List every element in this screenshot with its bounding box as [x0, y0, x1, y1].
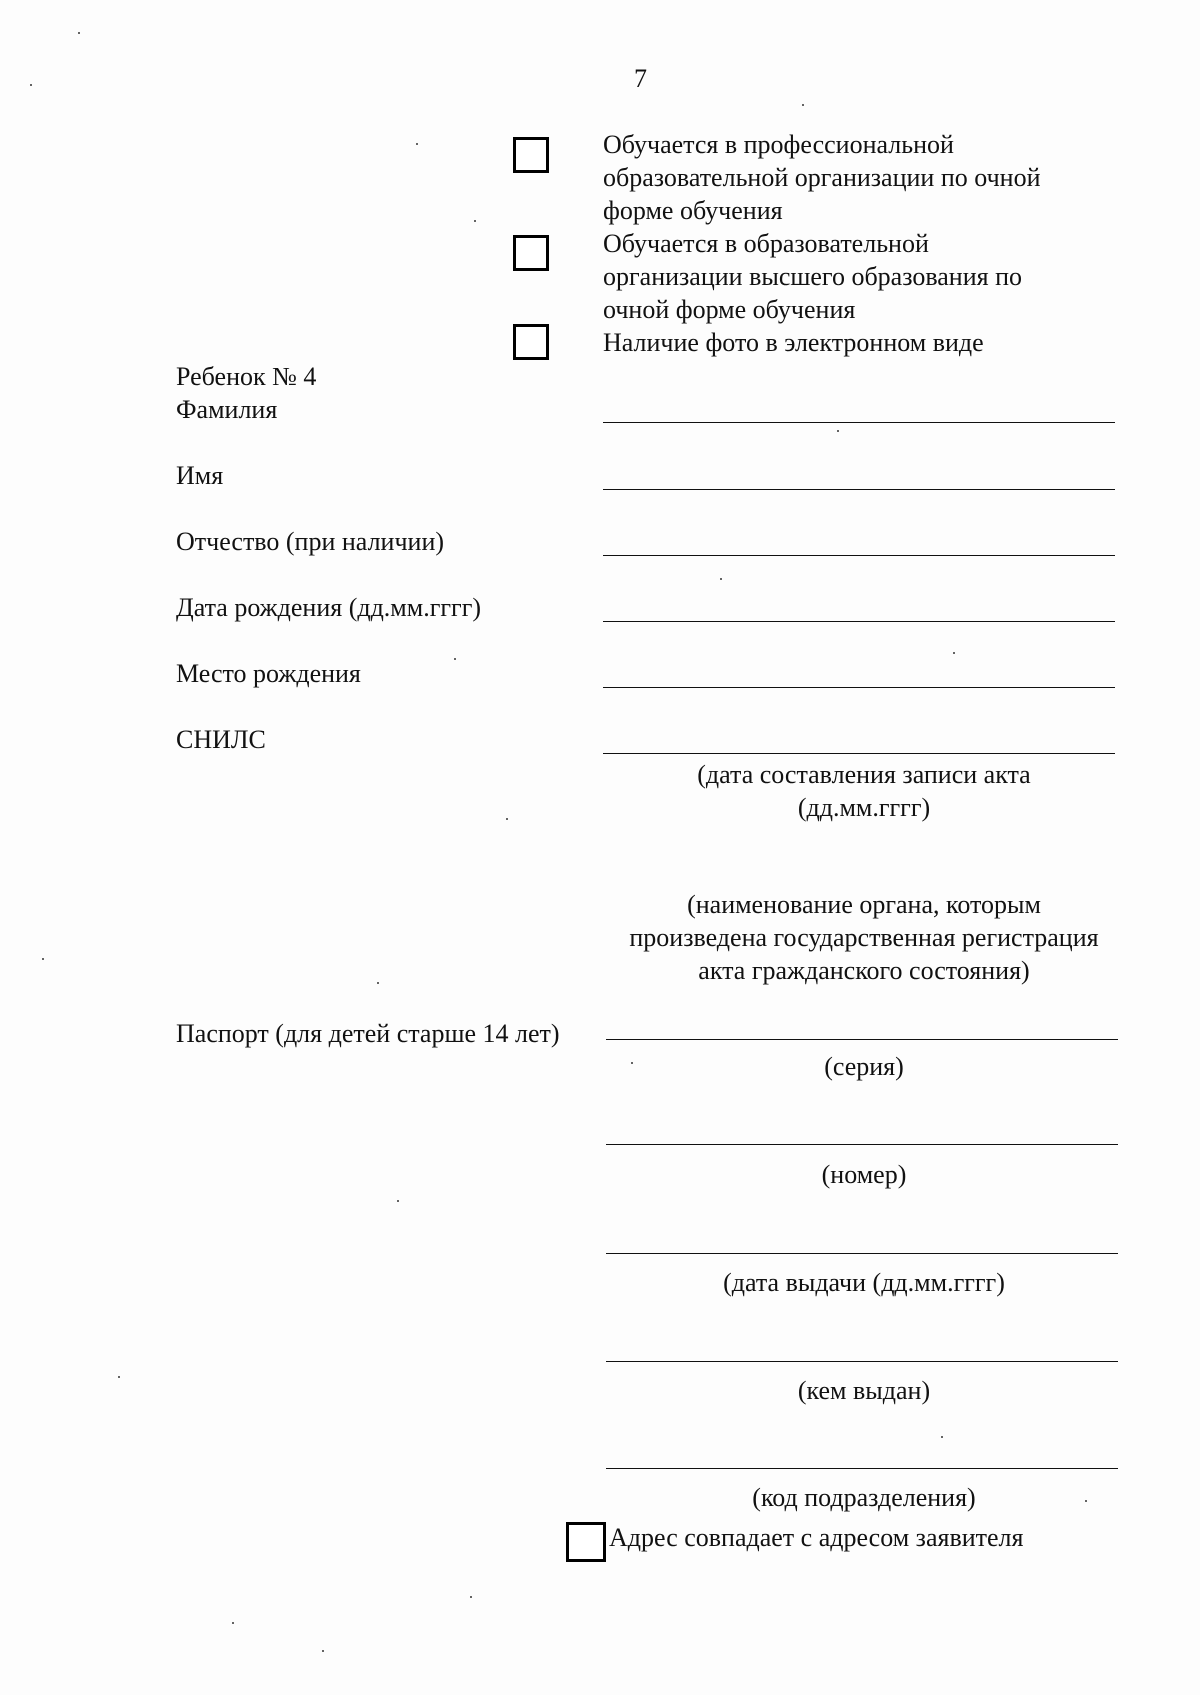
patronymic-field[interactable] [603, 555, 1115, 556]
surname-field[interactable] [603, 422, 1115, 423]
scan-speck [78, 32, 80, 34]
scan-speck [322, 1650, 324, 1652]
scan-speck [118, 1376, 120, 1378]
passport-issue-date-field[interactable] [606, 1253, 1118, 1254]
scan-speck [42, 958, 44, 960]
surname-label: Фамилия [176, 395, 278, 424]
passport-series-field[interactable] [606, 1039, 1118, 1040]
passport-issue-date-caption: (дата выдачи (дд.мм.гггг) [723, 1268, 1005, 1297]
snils-label: СНИЛС [176, 725, 266, 754]
name-field[interactable] [603, 489, 1115, 490]
scan-speck [631, 1062, 633, 1064]
scan-speck [377, 982, 379, 984]
scan-speck [416, 143, 418, 145]
checkbox-electronic-photo[interactable] [513, 324, 549, 360]
passport-division-code-caption: (код подразделения) [752, 1483, 976, 1512]
scan-speck [953, 652, 955, 654]
scan-speck [232, 1622, 234, 1624]
passport-number-caption: (номер) [821, 1160, 907, 1189]
passport-number-field[interactable] [606, 1144, 1118, 1145]
child-heading: Ребенок № 4 [176, 362, 317, 391]
name-label: Имя [176, 461, 224, 490]
option-electronic-photo: Наличие фото в электронном виде [603, 328, 984, 357]
option-higher-education: Обучается в образовательной организации высшего образования по очной форме обучения [603, 229, 1023, 324]
checkbox-address-match[interactable] [566, 1522, 606, 1562]
birth-date-field[interactable] [603, 621, 1115, 622]
scan-speck [506, 818, 508, 820]
scan-speck [470, 1596, 472, 1598]
scan-speck [30, 84, 32, 86]
scan-speck [941, 1436, 943, 1438]
passport-issued-by-caption: (кем выдан) [797, 1376, 931, 1405]
birth-date-label: Дата рождения (дд.мм.гггг) [176, 593, 482, 622]
civil-record-authority-caption: (наименование органа, которым произведена государственная регистрация акта гражданского состояния) [629, 890, 1099, 985]
option-professional-education: Обучается в профессиональной образовательной организации по очной форме обучения [603, 130, 1041, 225]
passport-division-code-field[interactable] [606, 1468, 1118, 1469]
passport-issued-by-field[interactable] [606, 1361, 1118, 1362]
checkbox-professional-education[interactable] [513, 137, 549, 173]
civil-record-date-caption: (дата составления записи акта (дд.мм.гггг) [697, 760, 1031, 822]
scan-speck [837, 430, 839, 432]
scan-speck [474, 220, 476, 222]
passport-label: Паспорт (для детей старше 14 лет) [176, 1019, 560, 1048]
birth-place-label: Место рождения [176, 659, 361, 688]
snils-field[interactable] [603, 753, 1115, 754]
checkbox-higher-education[interactable] [513, 235, 549, 271]
address-match-label: Адрес совпадает с адресом заявителя [609, 1523, 1024, 1552]
scan-speck [397, 1200, 399, 1202]
birth-place-field[interactable] [603, 687, 1115, 688]
scan-speck [454, 658, 456, 660]
page-number: 7 [634, 64, 647, 93]
passport-series-caption: (серия) [824, 1052, 904, 1081]
scan-speck [720, 578, 722, 580]
patronymic-label: Отчество (при наличии) [176, 527, 445, 556]
scan-speck [1085, 1500, 1087, 1502]
scan-speck [802, 104, 804, 106]
